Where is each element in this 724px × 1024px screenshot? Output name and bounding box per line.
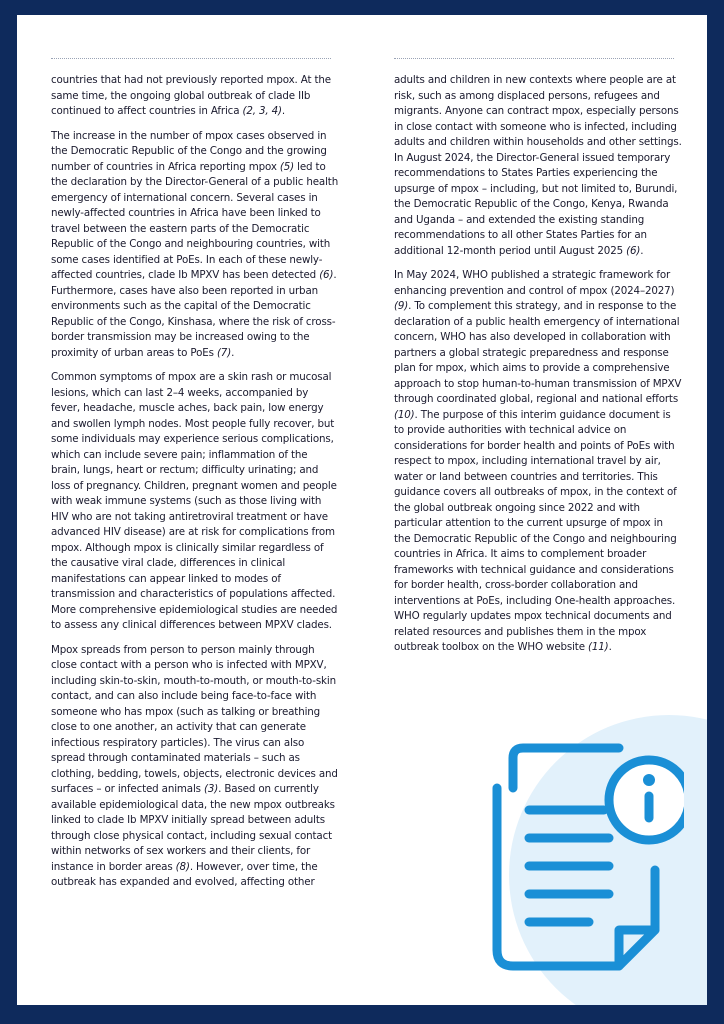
document-info-icon <box>469 740 684 980</box>
document-page <box>17 15 707 1005</box>
paragraph: Mpox spreads from person to person mainly through close contact with a person who is infected with MPXV, including skin-to-skin, mouth-to-mouth, or mouth-to-skin contact, and can also include being face-to-face with someone who has mpox (such as talking or breathing close to one another, an activity that can generate infectious respiratory particles). The virus can also spread through contaminated materials – such as clothing, bedding, towels, objects, electronic devices and surfaces – or infected animals (3). Based on currently available epidemiological data, the new mpox outbreaks linked to clade Ib MPXV initially spread between adults through close physical contact, including sexual contact within networks of sex workers and their clients, for instance in border areas (8). However, over time, the outbreak has expanded and evolved, affecting other <box>51 643 338 888</box>
left-column <box>51 73 339 900</box>
paragraph: The increase in the number of mpox cases observed in the Democratic Republic of the Congo and the growing number of countries in Africa reporting mpox (5) led to the declaration by the Director-General of a public health emergency of international concern. Several cases in newly-affected countries in Africa have been linked to travel between the eastern parts of the Democratic Republic of the Congo and neighbouring countries, with some cases identified at PoEs. In each of these newly-affected countries, clade Ib MPXV has been detected (6). Furthermore, cases have also been reported in urban environments such as the capital of the Democratic Republic of the Congo, Kinshasa, where the risk of cross-border transmission may be increased owing to the proximity of urban areas to PoEs (7). <box>51 129 339 359</box>
right-column <box>394 73 682 665</box>
top-divider-right <box>394 58 674 59</box>
paragraph: Common symptoms of mpox are a skin rash or mucosal lesions, which can last 2–4 weeks, accompanied by fever, headache, muscle aches, back pain, low energy and swollen lymph nodes. Most people fully recover, but some individuals may experience serious complications, which can include severe pain; inflammation of the brain, lungs, heart or rectum; difficulty urinating; and loss of pregnancy. Children, pregnant women and people with weak immune systems (such as those living with HIV who are not taking antiretroviral treatment or have advanced HIV disease) are at risk for complications from mpox. Although mpox is clinically similar regardless of the causative viral clade, differences in clinical manifestations can appear linked to modes of transmission and characteristics of populations affected. More comprehensive epidemiological studies are needed to assess any clinical differences between MPXV clades. <box>51 371 338 631</box>
top-divider-left <box>51 58 331 59</box>
paragraph: In May 2024, WHO published a strategic framework for enhancing prevention and control of mpox (2024–2027) (9). To complement this strategy, and in response to the declaration of a public health emergency of international concern, WHO has also developed in collaboration with partners a global strategic preparedness and response plan for mpox, which aims to provide a comprehensive approach to stop human-to-human transmission of MPXV through coordinated global, regional and national efforts (10). The purpose of this interim guidance document is to provide authorities with technical advice on considerations for border health and points of PoEs with respect to mpox, including international travel by air, water or land between countries and territories. This guidance covers all outbreaks of mpox, in the context of the global outbreak ongoing since 2022 and with particular attention to the current upsurge of mpox in the Democratic Republic of the Congo and neighbouring countries in Africa. It aims to complement broader frameworks with technical guidance and considerations for border health, cross-border collaboration and interventions at PoEs, including One-health approaches. WHO regularly updates mpox technical documents and related resources and publishes them in the mpox outbreak toolbox on the WHO website (11). <box>394 269 682 653</box>
paragraph: adults and children in new contexts where people are at risk, such as among displaced persons, refugees and migrants. Anyone can contract mpox, especially persons in close contact with someone who is infected, including adults and children within households and other settings. In August 2024, the Director-General issued temporary recommendations to States Parties experiencing the upsurge of mpox – including, but not limited to, Burundi, the Democratic Republic of the Congo, Kenya, Rwanda and Uganda – and extended the existing standing recommendations to all other States Parties for an additional 12-month period until August 2025 (6). <box>394 74 682 257</box>
paragraph: countries that had not previously reported mpox. At the same time, the ongoing global outbreak of clade IIb continued to affect countries in Africa (2, 3, 4). <box>51 74 331 117</box>
